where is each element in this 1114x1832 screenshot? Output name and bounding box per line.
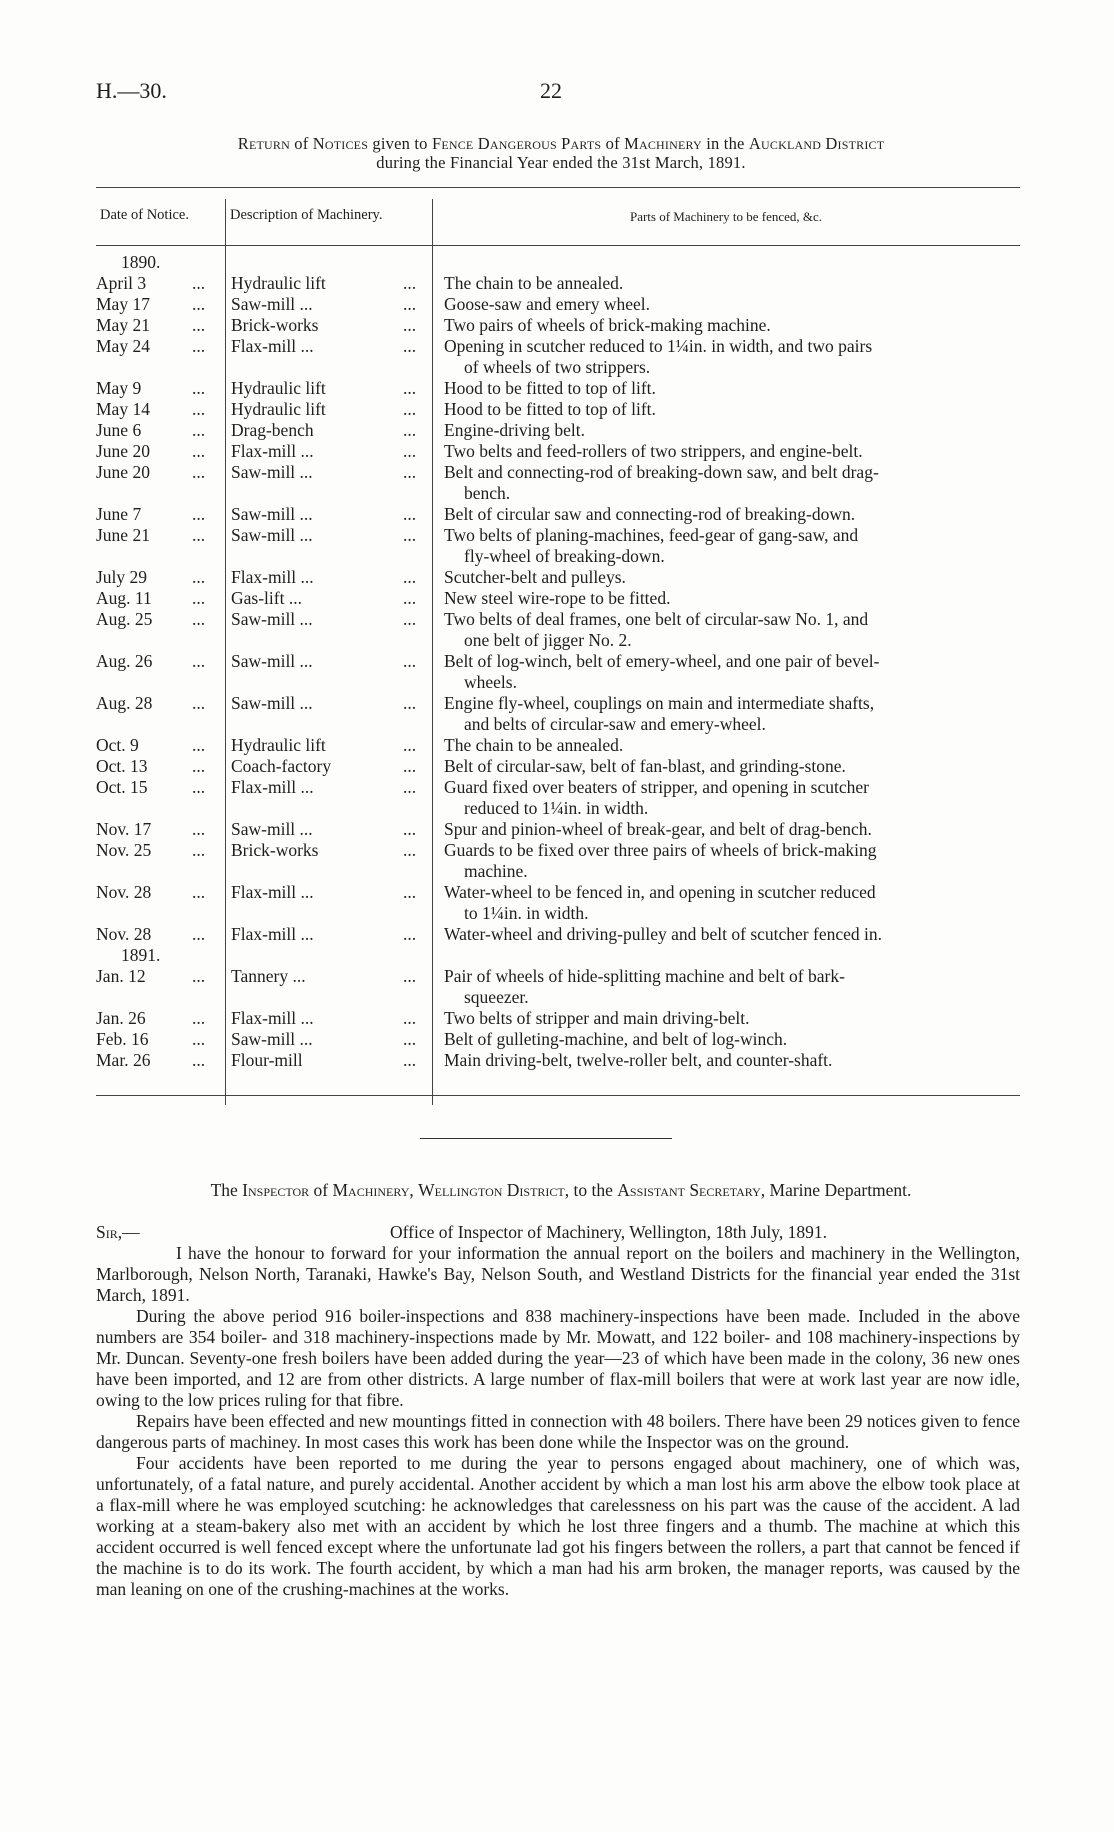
parts-text: Belt of circular saw and connecting-rod of breaking-down.: [444, 504, 856, 524]
parts-text: Two belts of planing-machines, feed-gear of gang-saw, and: [444, 525, 859, 545]
parts-to-fence: [444, 924, 1020, 945]
leader-dots: ...: [403, 378, 417, 398]
letter-paragraph: Four accidents have been reported to me during the year to persons engaged about machinery, one of which was, unfortunately, of a fatal nature, and purely accidental. Another accident by which a man lost his arm above the elbow took place at a flax-mill where he was employed scutching: he acknowledges that carelessness on his part was the cause of the accident. A lad working at a steam-bakery also met with an accident by which he lost three fingers and a thumb. The machine at which this accident occurred is well fenced except where the unfortunate lad got his fingers between the rollers, a part that cannot be fenced if the machine is to do its work. The fourth accident, by which a man had his arm broken, the manager reports, was caused by the man leaning on one of the crushing-machines at the works.: [96, 1453, 1020, 1599]
notice-date: June 20: [96, 462, 150, 482]
notice-date: June 20: [96, 441, 150, 461]
leader-dots: ...: [192, 294, 206, 314]
parts-text: Opening in scutcher reduced to 1¼in. in width, and two pairs: [444, 336, 873, 356]
parts-text: Belt of gulleting-machine, and belt of log-winch.: [444, 1029, 788, 1049]
table-row: [96, 567, 1020, 588]
notice-date: May 14: [96, 399, 150, 419]
page-header-ref: H.—30.: [96, 78, 167, 103]
leader-dots: ...: [192, 651, 206, 671]
parts-to-fence: [444, 609, 1020, 651]
machinery-description: Hydraulic lift: [231, 378, 326, 398]
machinery-description: Flax-mill ...: [231, 882, 314, 902]
table-year-row: [96, 945, 1020, 966]
machinery-description: Hydraulic lift: [231, 735, 326, 755]
table-row: [96, 315, 1020, 336]
parts-text-continued: machine.: [464, 861, 528, 881]
notice-date: June 6: [96, 420, 142, 440]
leader-dots: ...: [192, 609, 206, 629]
machinery-description: Saw-mill ...: [231, 819, 313, 839]
notice-date: Jan. 26: [96, 1008, 146, 1028]
notice-date: Oct. 13: [96, 756, 148, 776]
machinery-description: Gas-lift ...: [231, 588, 302, 608]
parts-text-continued: reduced to 1¼in. in width.: [464, 798, 649, 818]
parts-text: Hood to be fitted to top of lift.: [444, 378, 656, 398]
parts-text: Water-wheel to be fenced in, and opening in scutcher reduced: [444, 882, 876, 902]
notice-date: Nov. 28: [96, 882, 152, 902]
parts-text: Guard fixed over beaters of stripper, and opening in scutcher: [444, 777, 869, 797]
leader-dots: ...: [192, 441, 206, 461]
leader-dots: ...: [192, 693, 206, 713]
table-row: [96, 651, 1020, 693]
letter-body: [96, 1243, 1020, 1600]
leader-dots: ...: [403, 777, 417, 797]
table-row: [96, 399, 1020, 420]
notice-date: Feb. 16: [96, 1029, 149, 1049]
parts-to-fence: [444, 840, 1020, 882]
parts-text: Guards to be fixed over three pairs of wheels of brick-making: [444, 840, 877, 860]
leader-dots: ...: [192, 966, 206, 986]
notice-date: April 3: [96, 273, 147, 293]
parts-text: Pair of wheels of hide-splitting machine and belt of bark-: [444, 966, 845, 986]
machinery-description: Saw-mill ...: [231, 294, 313, 314]
leader-dots: ...: [192, 588, 206, 608]
letter-paragraph: I have the honour to forward for your information the annual report on the boilers and machinery in the Wellington, Marlborough, Nelson North, Taranaki, Hawke's Bay, Nelson South, and Westland Districts for the financial year ended the 31st March, 1891.: [96, 1243, 1020, 1305]
notice-date: Nov. 25: [96, 840, 152, 860]
table-row: [96, 441, 1020, 462]
leader-dots: ...: [192, 399, 206, 419]
parts-text-continued: one belt of jigger No. 2.: [464, 630, 632, 650]
notice-date: Oct. 9: [96, 735, 139, 755]
machinery-description: Hydraulic lift: [231, 399, 326, 419]
parts-to-fence: [444, 420, 1020, 441]
column-header-machinery: Description of Machinery.: [230, 207, 383, 223]
table-rule-top: [96, 187, 1020, 188]
notice-date: May 17: [96, 294, 150, 314]
leader-dots: ...: [192, 819, 206, 839]
leader-dots: ...: [192, 273, 206, 293]
section-separator: [420, 1138, 672, 1139]
machinery-description: Saw-mill ...: [231, 609, 313, 629]
parts-to-fence: [444, 777, 1020, 819]
leader-dots: ...: [403, 273, 417, 293]
machinery-description: Saw-mill ...: [231, 651, 313, 671]
parts-text: Two belts of stripper and main driving-belt.: [444, 1008, 750, 1028]
table-row: [96, 735, 1020, 756]
parts-text: The chain to be annealed.: [444, 273, 624, 293]
leader-dots: ...: [403, 966, 417, 986]
notice-date: May 9: [96, 378, 142, 398]
table-row: [96, 1050, 1020, 1071]
parts-to-fence: [444, 273, 1020, 294]
leader-dots: ...: [192, 567, 206, 587]
table-row: [96, 924, 1020, 945]
leader-dots: ...: [403, 504, 417, 524]
leader-dots: ...: [403, 693, 417, 713]
leader-dots: ...: [192, 924, 206, 944]
parts-to-fence: [444, 1050, 1020, 1071]
parts-to-fence: [444, 525, 1020, 567]
leader-dots: ...: [403, 1008, 417, 1028]
table-body: [96, 252, 1020, 1071]
parts-text: Water-wheel and driving-pulley and belt of scutcher fenced in.: [444, 924, 882, 944]
table-row: [96, 819, 1020, 840]
leader-dots: ...: [192, 840, 206, 860]
parts-text: Belt of log-winch, belt of emery-wheel, and one pair of bevel-: [444, 651, 880, 671]
leader-dots: ...: [192, 336, 206, 356]
letter-office-line: Office of Inspector of Machinery, Wellington, 18th July, 1891.: [390, 1222, 827, 1242]
table-year-row: [96, 252, 1020, 273]
parts-text: Engine fly-wheel, couplings on main and intermediate shafts,: [444, 693, 875, 713]
parts-text-continued: squeezer.: [464, 987, 529, 1007]
notice-date: Jan. 12: [96, 966, 146, 986]
parts-to-fence: [444, 756, 1020, 777]
leader-dots: ...: [403, 882, 417, 902]
column-header-date: Date of Notice.: [100, 207, 189, 223]
machinery-description: Saw-mill ...: [231, 525, 313, 545]
machinery-description: Saw-mill ...: [231, 462, 313, 482]
table-row: [96, 462, 1020, 504]
notice-date: Nov. 17: [96, 819, 152, 839]
table-row: [96, 693, 1020, 735]
leader-dots: ...: [192, 462, 206, 482]
machinery-description: Brick-works: [231, 315, 319, 335]
parts-to-fence: [444, 1029, 1020, 1050]
leader-dots: ...: [403, 756, 417, 776]
machinery-description: Hydraulic lift: [231, 273, 326, 293]
parts-text-continued: of wheels of two strippers.: [464, 357, 651, 377]
table-row: [96, 525, 1020, 567]
leader-dots: ...: [403, 420, 417, 440]
table-row: [96, 840, 1020, 882]
leader-dots: ...: [192, 882, 206, 902]
parts-to-fence: [444, 966, 1020, 1008]
machinery-description: Flour-mill: [231, 1050, 303, 1070]
machinery-description: Tannery ...: [231, 966, 306, 986]
notice-date: Oct. 15: [96, 777, 148, 797]
leader-dots: ...: [192, 378, 206, 398]
leader-dots: ...: [403, 441, 417, 461]
parts-text-continued: to 1¼in. in width.: [464, 903, 589, 923]
leader-dots: ...: [192, 504, 206, 524]
leader-dots: ...: [403, 315, 417, 335]
table-row: [96, 1029, 1020, 1050]
leader-dots: ...: [192, 1008, 206, 1028]
notice-date: Mar. 26: [96, 1050, 151, 1070]
leader-dots: ...: [403, 735, 417, 755]
parts-text: Spur and pinion-wheel of break-gear, and belt of drag-bench.: [444, 819, 872, 839]
table-row: [96, 336, 1020, 378]
notice-date: Aug. 11: [96, 588, 152, 608]
parts-to-fence: [444, 315, 1020, 336]
notice-date: May 21: [96, 315, 150, 335]
machinery-description: Flax-mill ...: [231, 441, 314, 461]
leader-dots: ...: [403, 651, 417, 671]
machinery-description: Flax-mill ...: [231, 567, 314, 587]
leader-dots: ...: [192, 1029, 206, 1049]
machinery-description: Coach-factory: [231, 756, 332, 776]
table-row: [96, 966, 1020, 1008]
parts-to-fence: [444, 735, 1020, 756]
leader-dots: ...: [403, 294, 417, 314]
machinery-description: Saw-mill ...: [231, 504, 313, 524]
parts-to-fence: [444, 504, 1020, 525]
machinery-description: Flax-mill ...: [231, 777, 314, 797]
notice-date: May 24: [96, 336, 150, 356]
parts-to-fence: [444, 378, 1020, 399]
page-number: 22: [540, 78, 562, 103]
leader-dots: ...: [403, 462, 417, 482]
parts-to-fence: [444, 294, 1020, 315]
table-row: [96, 609, 1020, 651]
parts-text: Belt and connecting-rod of breaking-down saw, and belt drag-: [444, 462, 879, 482]
notice-date: Aug. 28: [96, 693, 153, 713]
notice-date: July 29: [96, 567, 148, 587]
table-row: [96, 777, 1020, 819]
parts-to-fence: [444, 462, 1020, 504]
parts-to-fence: [444, 588, 1020, 609]
parts-text: Two belts and feed-rollers of two strippers, and engine-belt.: [444, 441, 863, 461]
parts-to-fence: [444, 441, 1020, 462]
machinery-description: Brick-works: [231, 840, 319, 860]
machinery-description: Saw-mill ...: [231, 1029, 313, 1049]
leader-dots: ...: [192, 777, 206, 797]
table-row: [96, 420, 1020, 441]
table-row: [96, 294, 1020, 315]
notice-date: Aug. 25: [96, 609, 153, 629]
table-row: [96, 273, 1020, 294]
parts-text: Goose-saw and emery wheel.: [444, 294, 651, 314]
machinery-description: Flax-mill ...: [231, 924, 314, 944]
year-label: 1891.: [121, 945, 161, 965]
table-rule-mid: [96, 245, 1020, 246]
parts-text: New steel wire-rope to be fitted.: [444, 588, 671, 608]
leader-dots: ...: [403, 525, 417, 545]
parts-text: Engine-driving belt.: [444, 420, 585, 440]
parts-text: Main driving-belt, twelve-roller belt, and counter-shaft.: [444, 1050, 833, 1070]
table-row: [96, 504, 1020, 525]
leader-dots: ...: [403, 819, 417, 839]
machinery-description: Saw-mill ...: [231, 693, 313, 713]
parts-text-continued: wheels.: [464, 672, 517, 692]
leader-dots: ...: [192, 420, 206, 440]
leader-dots: ...: [192, 1050, 206, 1070]
parts-text: Belt of circular-saw, belt of fan-blast, and grinding-stone.: [444, 756, 846, 776]
parts-to-fence: [444, 819, 1020, 840]
letter-heading: The Inspector of Machinery, Wellington District, to the Assistant Secretary, Marine Department.: [210, 1180, 912, 1200]
machinery-description: Flax-mill ...: [231, 1008, 314, 1028]
leader-dots: ...: [403, 609, 417, 629]
leader-dots: ...: [403, 399, 417, 419]
leader-dots: ...: [192, 756, 206, 776]
leader-dots: ...: [403, 588, 417, 608]
table-row: [96, 882, 1020, 924]
machinery-description: Drag-bench: [231, 420, 314, 440]
leader-dots: ...: [403, 924, 417, 944]
parts-to-fence: [444, 567, 1020, 588]
parts-text-continued: fly-wheel of breaking-down.: [464, 546, 665, 566]
parts-to-fence: [444, 399, 1020, 420]
column-header-parts: Parts of Machinery to be fenced, &c.: [629, 209, 823, 224]
leader-dots: ...: [403, 336, 417, 356]
parts-text: Two belts of deal frames, one belt of circular-saw No. 1, and: [444, 609, 869, 629]
leader-dots: ...: [403, 1050, 417, 1070]
notice-date: June 21: [96, 525, 150, 545]
leader-dots: ...: [403, 567, 417, 587]
parts-to-fence: [444, 336, 1020, 378]
leader-dots: ...: [192, 525, 206, 545]
parts-text-continued: bench.: [464, 483, 511, 503]
parts-text: Scutcher-belt and pulleys.: [444, 567, 626, 587]
parts-text: Hood to be fitted to top of lift.: [444, 399, 656, 419]
machinery-description: Flax-mill ...: [231, 336, 314, 356]
leader-dots: ...: [192, 315, 206, 335]
table-rule-bottom: [96, 1095, 1020, 1096]
letter-paragraph: Repairs have been effected and new mountings fitted in connection with 48 boilers. There have been 29 notices given to fence dangerous parts of machiney. In most cases this work has been done while the Inspector was on the ground.: [96, 1411, 1020, 1452]
parts-to-fence: [444, 651, 1020, 693]
table-row: [96, 588, 1020, 609]
leader-dots: ...: [403, 840, 417, 860]
table-title: Return of Notices given to Fence Dangerous Parts of Machinery in the Auckland District during the Financial Year ended the 31st March, 1891.: [237, 134, 885, 172]
parts-text-continued: and belts of circular-saw and emery-wheel.: [464, 714, 766, 734]
letter-salutation: Sir,—: [96, 1222, 140, 1242]
parts-text: The chain to be annealed.: [444, 735, 624, 755]
notice-date: Nov. 28: [96, 924, 152, 944]
parts-to-fence: [444, 693, 1020, 735]
table-row: [96, 1008, 1020, 1029]
parts-text: Two pairs of wheels of brick-making machine.: [444, 315, 771, 335]
letter-paragraph: During the above period 916 boiler-inspections and 838 machinery-inspections have been made. Included in the above numbers are 354 boiler- and 318 machinery-inspections made by Mr. Mowatt, and 122 boiler- and 108 machinery-inspections by Mr. Duncan. Seventy-one fresh boilers have been added during the year—23 of which have been made in the colony, 36 new ones have been imported, and 12 are from other districts. A large number of flax-mill boilers that were at work last year are now idle, owing to the low prices ruling for that fibre.: [96, 1306, 1020, 1410]
table-row: [96, 756, 1020, 777]
parts-to-fence: [444, 882, 1020, 924]
notice-date: Aug. 26: [96, 651, 153, 671]
leader-dots: ...: [403, 1029, 417, 1049]
table-row: [96, 378, 1020, 399]
leader-dots: ...: [192, 735, 206, 755]
parts-to-fence: [444, 1008, 1020, 1029]
year-label: 1890.: [121, 252, 161, 272]
notice-date: June 7: [96, 504, 142, 524]
